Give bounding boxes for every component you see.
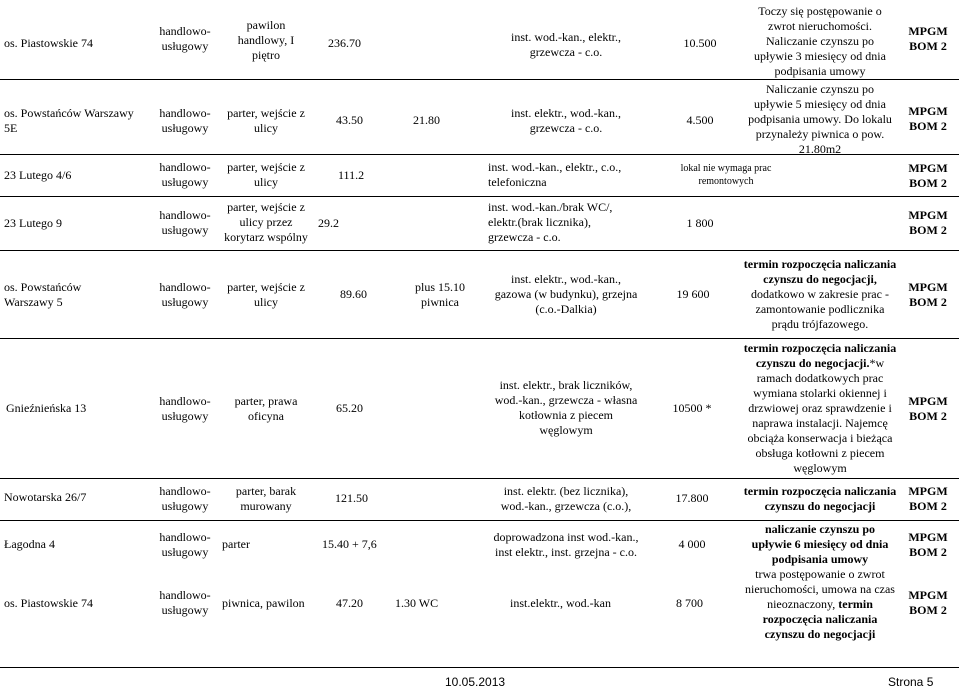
media-cell: inst. elektr. (bez licznika), wod.-kan., grzewcza (c.o.), xyxy=(500,484,632,513)
rent-cell: 4 000 xyxy=(678,537,706,551)
location-cell: parter, barak murowany xyxy=(235,484,297,513)
extra-area-cell: plus 15.10 piwnica xyxy=(414,280,465,309)
address-cell: os. Piastowskie 74 xyxy=(4,596,94,610)
area-cell: 43.50 xyxy=(336,113,363,127)
notes-cell xyxy=(738,567,902,642)
location-cell: parter, wejście z ulicy xyxy=(227,160,305,189)
row-divider xyxy=(0,520,959,521)
rent-cell: 8 700 xyxy=(676,596,703,610)
media-cell: inst. elektr., wod.-kan., grzewcza - c.o. xyxy=(511,106,621,135)
rent-cell: 19 600 xyxy=(676,287,710,301)
admin-cell: MPGM BOM 2 xyxy=(908,394,948,423)
media-cell: inst. wod.-kan., elektr., grzewcza - c.o. xyxy=(511,30,621,59)
address-cell: 23 Lutego 4/6 xyxy=(4,168,72,182)
admin-cell: MPGM BOM 2 xyxy=(908,161,948,190)
admin-cell: MPGM BOM 2 xyxy=(908,530,948,559)
row-divider xyxy=(0,478,959,479)
notes-cell: termin rozpoczęcia naliczania czynszu do negocjacji xyxy=(743,484,897,513)
row-divider xyxy=(0,196,959,197)
rent-cell: 10500 * xyxy=(672,401,712,415)
admin-cell: MPGM BOM 2 xyxy=(908,588,948,617)
location-cell: piwnica, pawilon xyxy=(222,596,305,610)
media-cell: inst. wod.-kan., elektr., c.o., telefoniczna xyxy=(488,160,622,189)
media-cell: doprowadzona inst wod.-kan., inst elektr., inst. grzejna - c.o. xyxy=(493,530,639,559)
admin-cell: MPGM BOM 2 xyxy=(908,208,948,237)
type-cell: handlowo- usługowy xyxy=(159,280,211,309)
type-cell: handlowo- usługowy xyxy=(159,208,211,237)
notes-cell xyxy=(738,341,902,476)
address-cell: os. Piastowskie 74 xyxy=(4,36,94,50)
address-cell: Łagodna 4 xyxy=(4,537,55,551)
type-cell: handlowo- usługowy xyxy=(159,24,211,53)
address-cell: Gnieźnieńska 13 xyxy=(6,401,87,415)
notes-plain: *w ramach dodatkowych prac wymiana stolarki okiennej i drzwiowej oraz sprawdzenie i naprawa instalacji. Najemcę obciąża konserwacja i bieżąca obsługa kotłowni z piecem węglowym xyxy=(747,356,893,475)
footer-date: 10.05.2013 xyxy=(445,675,506,689)
notes-bold: termin rozpoczęcia naliczania czynszu do negocjacji, xyxy=(743,257,897,286)
admin-cell: MPGM BOM 2 xyxy=(908,280,948,309)
media-cell: inst. elektr., wod.-kan., gazowa (w budynku), grzejna (c.o.-Dalkia) xyxy=(494,272,638,316)
admin-cell: MPGM BOM 2 xyxy=(908,104,948,133)
location-cell: parter, wejście z ulicy xyxy=(227,280,305,309)
area-cell: 111.2 xyxy=(338,168,365,182)
type-cell: handlowo- usługowy xyxy=(159,588,211,617)
location-cell: parter, wejście z ulicy xyxy=(227,106,305,135)
area-cell: 47.20 xyxy=(336,596,363,610)
area-cell: 65.20 xyxy=(336,401,363,415)
notes-cell: naliczanie czynszu po upływie 6 miesięcy od dnia podpisania umowy xyxy=(751,522,889,566)
address-cell: Nowotarska 26/7 xyxy=(4,490,87,504)
notes-cell: Naliczanie czynszu po upływie 5 miesięcy od dnia podpisania umowy. Do lokalu przynależy piwnica o pow. 21.80m2 xyxy=(748,82,892,156)
type-cell: handlowo- usługowy xyxy=(159,530,211,559)
rent-cell: lokal nie wymaga prac remontowych xyxy=(680,163,772,187)
media-cell: inst. elektr., brak liczników, wod.-kan., grzewcza - własna kotłownia z piecem węglowym xyxy=(494,378,638,437)
location-cell: parter xyxy=(222,537,250,551)
row-divider xyxy=(0,79,959,80)
type-cell: handlowo- usługowy xyxy=(159,394,211,423)
notes-cell: Toczy się postępowanie o zwrot nieruchomości. Naliczanie czynszu po upływie 3 miesięcy od dnia podpisania umowy xyxy=(754,4,886,78)
row-divider xyxy=(0,250,959,251)
extra-area-cell: 21.80 xyxy=(413,113,440,127)
area-cell: 121.50 xyxy=(335,491,368,505)
admin-cell: MPGM BOM 2 xyxy=(908,24,948,53)
location-cell: pawilon handlowy, I piętro xyxy=(237,18,295,62)
footer-page-number: Strona 5 xyxy=(888,675,934,689)
notes-plain: trwa postępowanie o zwrot nieruchomości, umowa na czas nieoznaczony, xyxy=(745,567,895,611)
type-cell: handlowo- usługowy xyxy=(159,106,211,135)
notes-plain: dodatkowo w zakresie prac - zamontowanie podlicznika prądu trójfazowego. xyxy=(751,287,889,331)
media-cell: inst.elektr., wod.-kan xyxy=(510,596,611,610)
media-cell: inst. wod.-kan./brak WC/, elektr.(brak licznika), grzewcza - c.o. xyxy=(488,200,613,244)
area-cell: 29.2 xyxy=(318,216,339,230)
address-cell: 23 Lutego 9 xyxy=(4,216,62,230)
area-cell: 15.40 + 7,6 xyxy=(322,537,377,551)
row-divider xyxy=(0,667,959,668)
notes-bold: termin rozpoczęcia naliczania czynszu do negocjacji xyxy=(762,597,878,641)
address-cell: os. Powstańców Warszawy 5E xyxy=(4,106,134,135)
notes-bold: termin rozpoczęcia naliczania czynszu do negocjacji. xyxy=(743,341,897,370)
notes-cell xyxy=(738,257,902,332)
extra-area-cell: 1.30 WC xyxy=(395,596,439,610)
type-cell: handlowo- usługowy xyxy=(159,484,211,513)
rent-cell: 17.800 xyxy=(675,491,709,505)
rent-cell: 10.500 xyxy=(683,36,717,50)
address-cell: os. Powstańców Warszawy 5 xyxy=(4,280,82,309)
row-divider xyxy=(0,338,959,339)
rent-cell: 1 800 xyxy=(686,216,714,230)
admin-cell: MPGM BOM 2 xyxy=(908,484,948,513)
area-cell: 89.60 xyxy=(340,287,367,301)
location-cell: parter, prawa oficyna xyxy=(234,394,298,423)
type-cell: handlowo- usługowy xyxy=(159,160,211,189)
area-cell: 236.70 xyxy=(328,36,361,50)
rent-cell: 4.500 xyxy=(686,113,714,127)
location-cell: parter, wejście z ulicy przez korytarz wspólny xyxy=(224,200,308,244)
